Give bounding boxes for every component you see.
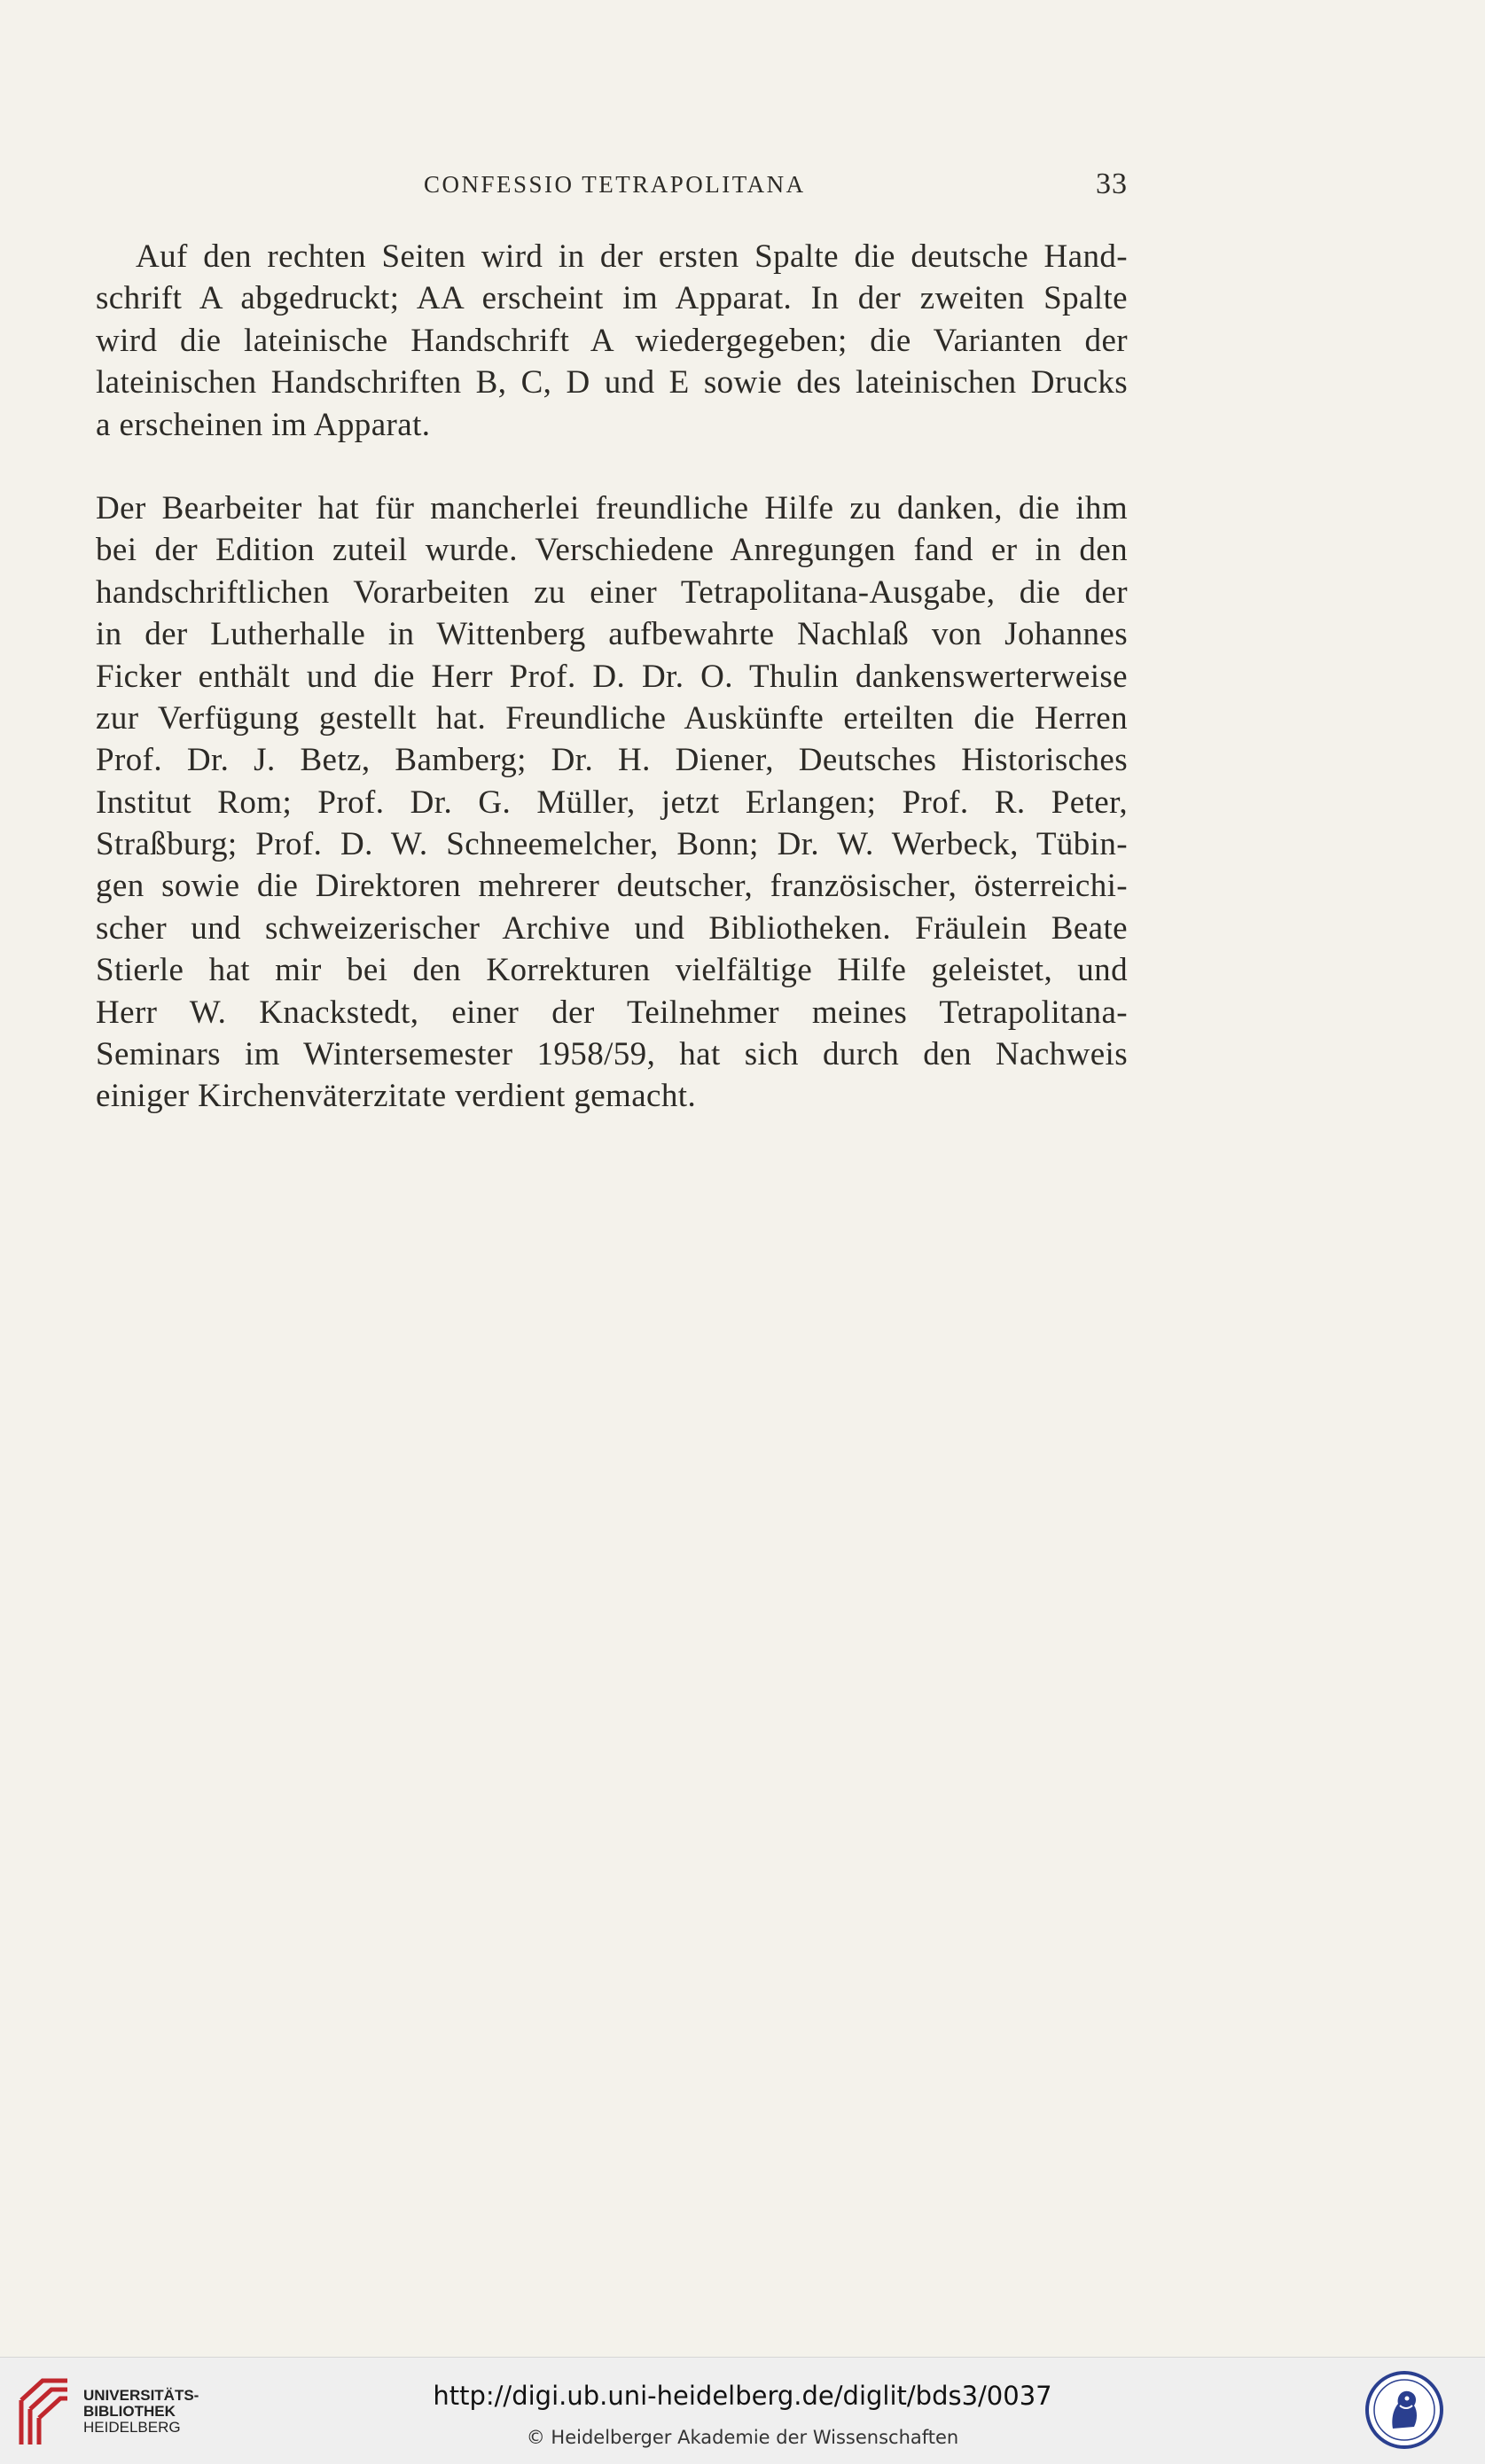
text-line: Auf den rechten Seiten wird in der ersten Spalte die deutsche Hand- (136, 238, 1128, 275)
viewer-footer (0, 2357, 1485, 2464)
paragraph-2 (96, 487, 1128, 1118)
text-line: Institut Rom; Prof. Dr. G. Müller, jetzt Erlangen; Prof. R. Peter, (96, 784, 1128, 821)
text-line: einiger Kirchenväterzitate verdient gemacht. (96, 1078, 697, 1115)
text-line: bei der Edition zuteil wurde. Verschiedene Anregungen fand er in den (96, 532, 1128, 569)
running-head (96, 168, 1128, 204)
text-line: Herr W. Knackstedt, einer der Teilnehmer meines Tetrapolitana- (96, 994, 1128, 1031)
text-line: Der Bearbeiter hat für mancherlei freundliche Hilfe zu danken, die ihm (96, 489, 1128, 526)
library-name-line: BIBLIOTHEK (83, 2403, 176, 2420)
text-line: schrift A abgedruckt; AA erscheint im Apparat. In der zweiten Spalte (96, 280, 1128, 317)
text-line: wird die lateinische Handschrift A wiedergegeben; die Varianten der (96, 322, 1128, 359)
paragraph-1 (96, 236, 1128, 446)
academy-seal-icon[interactable] (1364, 2370, 1444, 2450)
permalink-url[interactable]: http://digi.ub.uni-heidelberg.de/diglit/bds3/0037 (433, 2381, 1052, 2411)
library-name-line: HEIDELBERG (83, 2419, 181, 2436)
body-text (96, 236, 1128, 1118)
text-line: in der Lutherhalle in Wittenberg aufbewahrte Nachlaß von Johannes (96, 616, 1128, 653)
text-line: Ficker enthält und die Herr Prof. D. Dr. O. Thulin dankenswerterweise (96, 658, 1128, 695)
text-line: zur Verfügung gestellt hat. Freundliche Auskünfte erteilten die Herren (96, 699, 1128, 737)
text-line: gen sowie die Direktoren mehrerer deutscher, französischer, österreichi- (96, 868, 1128, 905)
text-line: Stierle hat mir bei den Korrekturen vielfältige Hilfe geleistet, und (96, 952, 1128, 989)
text-line: Straßburg; Prof. D. W. Schneemelcher, Bonn; Dr. W. Werbeck, Tübin- (96, 826, 1128, 863)
page-number: 33 (1096, 168, 1128, 200)
text-line: lateinischen Handschriften B, C, D und E sowie des lateinischen Drucks (96, 364, 1128, 402)
text-line: handschriftlichen Vorarbeiten zu einer Tetrapolitana-Ausgabe, die der (96, 573, 1128, 611)
text-line: Seminars im Wintersemester 1958/59, hat sich durch den Nachweis (96, 1036, 1128, 1073)
text-line: a erscheinen im Apparat. (96, 406, 431, 443)
paragraph-spacer (96, 446, 1128, 487)
copyright-notice: © Heidelberger Akademie der Wissenschaften (526, 2427, 959, 2448)
text-line: Prof. Dr. J. Betz, Bamberg; Dr. H. Diener, Deutsches Historisches (96, 742, 1128, 779)
running-title: CONFESSIO TETRAPOLITANA (424, 171, 806, 198)
library-name-line: UNIVERSITÄTS- (83, 2387, 199, 2404)
text-line: scher und schweizerischer Archive und Bibliotheken. Fräulein Beate (96, 909, 1128, 947)
